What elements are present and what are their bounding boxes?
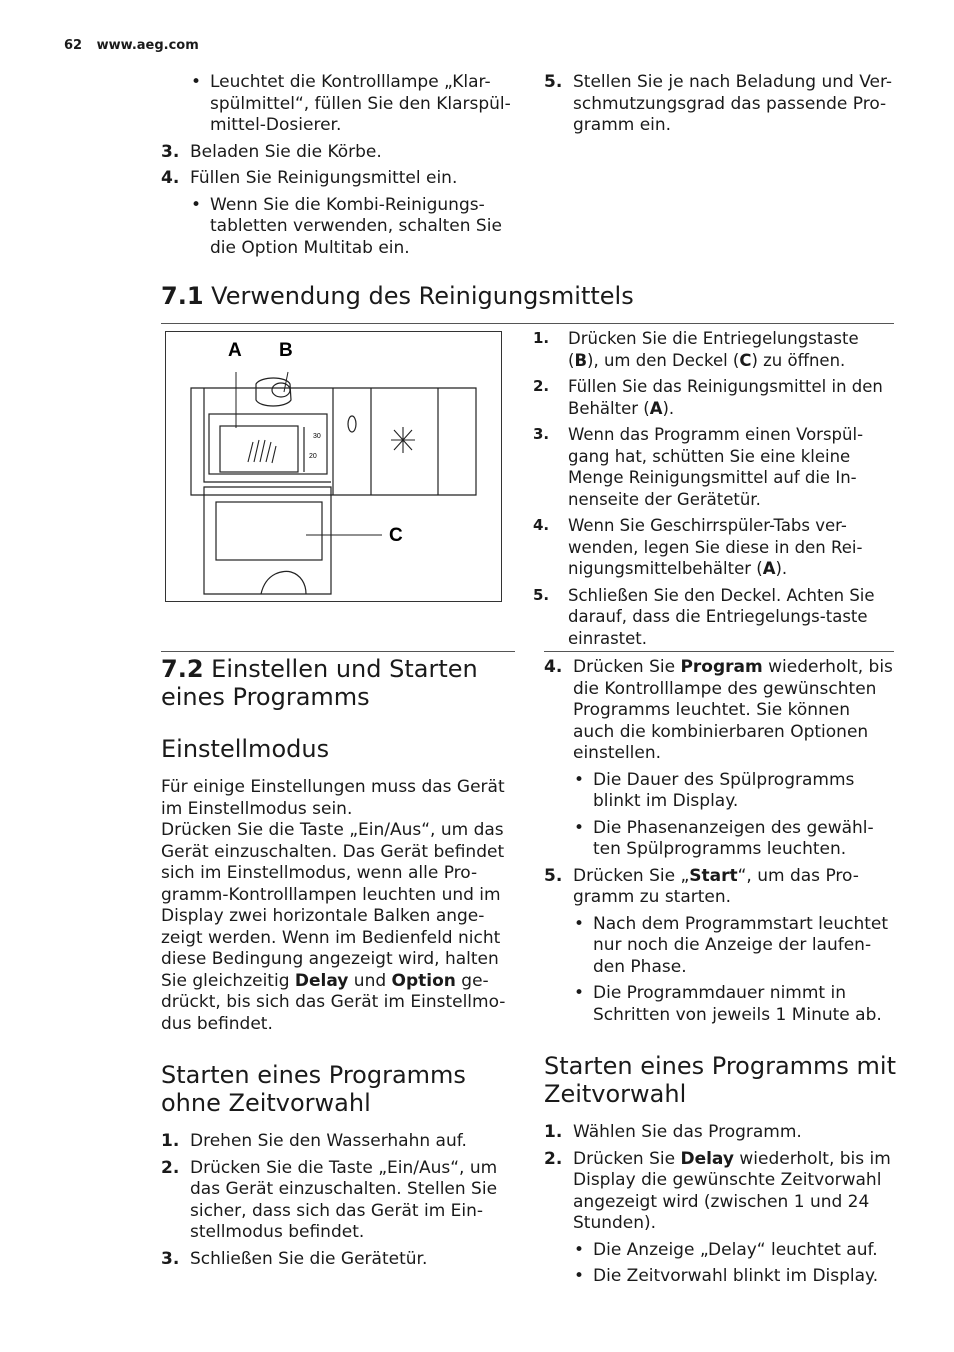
list-item: • Die Programmdauer nimmt in Schritten von jeweils 1 Minute ab. — [574, 983, 882, 1025]
list-item: 2. Füllen Sie das Reinigungsmittel in den Behälter (A). — [533, 377, 883, 418]
section-divider — [161, 651, 515, 652]
list-item: 4. Wenn Sie Geschirrspüler-Tabs ver-wenden, legen Sie diese in den Rei-nigungsmittelbehälter (A). — [533, 516, 863, 578]
list-item: 3. Schließen Sie die Gerätetür. — [161, 1248, 428, 1269]
list-item: • Die Dauer des Spülprogramms blinkt im Display. — [574, 769, 855, 811]
list-item: 5. Drücken Sie „Start“, um das Pro-gramm zu starten. — [544, 865, 859, 907]
list-item: 4. Drücken Sie Program wiederholt, bis die Kontrolllampe des gewünschten Programms leuchtet. Sie können auch die kombinierbaren Optionen einstellen. — [544, 657, 893, 763]
list-item: 1. Drücken Sie die Entriegelungstaste (B), um den Deckel (C) zu öffnen. — [533, 329, 859, 370]
subheading-mit-zeitvorwahl: Starten eines Programms mit Zeitvorwahl — [544, 1052, 897, 1108]
list-item: 4. Füllen Sie Reinigungsmittel ein. — [161, 168, 458, 188]
list-item: 3. Beladen Sie die Körbe. — [161, 141, 382, 162]
paragraph: Für einige Einstellungen muss das Gerät im Einstellmodus sein. — [161, 777, 505, 819]
detergent-dispenser-figure — [165, 331, 502, 602]
list-item: • Die Anzeige „Delay“ leuchtet auf. — [574, 1239, 878, 1260]
figure-label-c: C — [389, 525, 403, 546]
top-left-column — [161, 72, 516, 264]
list-item: 5. Stellen Sie je nach Beladung und Ver-schmutzungsgrad das passende Pro-gramm ein. — [544, 72, 893, 135]
section-7-2-left-column — [161, 655, 521, 1275]
list-item: • Wenn Sie die Kombi-Reinigungs-tabletten verwenden, schalten Sie die Option Multitab ein. — [191, 194, 502, 258]
section-divider — [544, 651, 894, 652]
list-item: 5. Schließen Sie den Deckel. Achten Sie darauf, dass die Entriegelungs-taste einrastet. — [533, 585, 875, 648]
section-7-2-right-column — [544, 657, 896, 1293]
subheading-einstellmodus: Einstellmodus — [161, 735, 330, 763]
top-right-column — [544, 72, 896, 142]
list-item: 1. Drehen Sie den Wasserhahn auf. — [161, 1131, 467, 1151]
scale-mark-30: 30 — [313, 433, 321, 440]
paragraph: Drücken Sie die Taste „Ein/Aus“, um das Gerät einzuschalten. Das Gerät befindet sich im Einstellmodus, wenn alle Pro-gramm-Kontrolllampen leuchten und im Display zwei horizontale Balken ange-zeigt werden. Wenn im Bedienfeld nicht diese Bedingung angezeigt wird, halten Sie gleichzeitig Delay und Option ge-drückt, bis sich das Gerät im Einstellmo-dus befindet. — [161, 820, 506, 1034]
list-item: • Die Zeitvorwahl blinkt im Display. — [574, 1266, 879, 1286]
list-item: • Leuchtet die Kontrolllampe „Klar-spülmittel“, füllen Sie den Klarspül-mittel-Dosierer. — [191, 72, 511, 135]
section-heading-7-2: 7.2 Einstellen und Starten eines Programms — [161, 655, 478, 711]
list-item: 2. Drücken Sie Delay wiederholt, bis im Display die gewünschte Zeitvorwahl angezeigt wird (zwischen 1 und 24 Stunden). — [544, 1148, 891, 1233]
list-item: 2. Drücken Sie die Taste „Ein/Aus“, um das Gerät einzuschalten. Stellen Sie sicher, dass sich das Gerät im Ein-stellmodus befindet. — [161, 1157, 498, 1242]
page-number: 62 — [64, 38, 83, 53]
list-item: 3. Wenn das Programm einen Vorspül-gang hat, schütten Sie eine kleine Menge Reinigungsmittel auf die In-nenseite der Gerätetür. — [533, 425, 864, 509]
dispenser-illustration — [166, 332, 501, 601]
list-item: • Nach dem Programmstart leuchtet nur noch die Anzeige der laufen-den Phase. — [574, 913, 889, 977]
section-divider — [161, 323, 894, 324]
figure-label-a: A — [228, 340, 242, 361]
figure-label-b: B — [279, 340, 293, 361]
section-7-1-steps — [533, 328, 893, 654]
scale-mark-20: 20 — [309, 453, 317, 460]
list-item: • Die Phasenanzeigen des gewähl-ten Spülprogramms leuchten. — [574, 817, 874, 859]
subheading-ohne-zeitvorwahl: Starten eines Programms ohne Zeitvorwahl — [161, 1061, 466, 1117]
list-item: 1. Wählen Sie das Programm. — [544, 1122, 802, 1142]
page-header — [64, 38, 199, 53]
section-heading-7-1: 7.1 Verwendung des Reinigungsmittels — [161, 282, 634, 310]
website-url: www.aeg.com — [96, 38, 199, 53]
